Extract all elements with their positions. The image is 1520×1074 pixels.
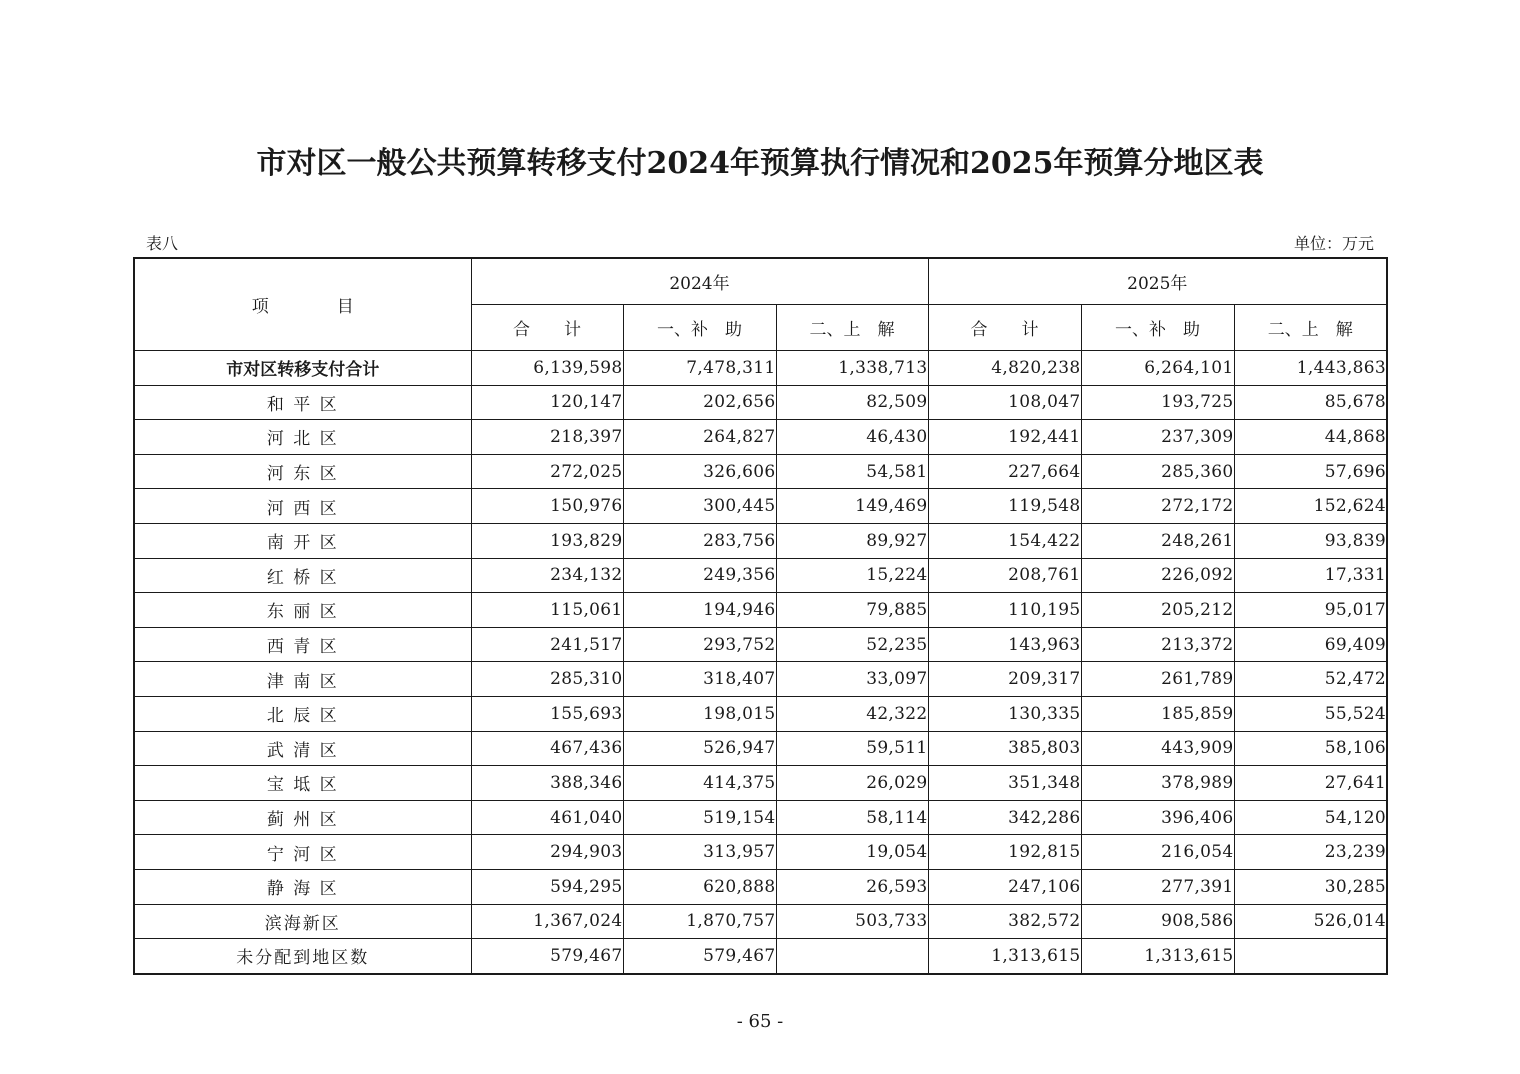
table-row (134, 523, 1387, 558)
budget-table (133, 257, 1388, 975)
header-2025-total: 合 计 (928, 305, 1081, 351)
row-value-cell: 93,839 (1234, 523, 1387, 558)
row-value-cell: 326,606 (623, 454, 776, 489)
row-value-cell: 58,114 (776, 800, 928, 835)
row-value-cell: 300,445 (623, 489, 776, 524)
row-region-name: 宁 河 区 (134, 835, 471, 870)
row-region-name: 河 北 区 (134, 420, 471, 455)
row-region-name: 静 海 区 (134, 869, 471, 904)
row-value-cell: 382,572 (928, 904, 1081, 939)
row-value-cell: 234,132 (471, 558, 623, 593)
row-value-cell: 15,224 (776, 558, 928, 593)
row-value-cell: 579,467 (471, 939, 623, 974)
row-region-name: 津 南 区 (134, 662, 471, 697)
row-value-cell: 594,295 (471, 869, 623, 904)
row-region-name: 未分配到地区数 (134, 939, 471, 974)
row-value-cell: 44,868 (1234, 420, 1387, 455)
row-value-cell: 152,624 (1234, 489, 1387, 524)
row-value-cell: 264,827 (623, 420, 776, 455)
row-value-cell: 42,322 (776, 696, 928, 731)
header-year-2024: 2024年 (471, 258, 928, 305)
table-row (134, 800, 1387, 835)
row-value-cell: 154,422 (928, 523, 1081, 558)
row-value-cell: 192,441 (928, 420, 1081, 455)
table-row (134, 731, 1387, 766)
row-value-cell: 1,313,615 (1081, 939, 1234, 974)
row-value-cell: 620,888 (623, 869, 776, 904)
table-row (134, 558, 1387, 593)
row-value-cell: 208,761 (928, 558, 1081, 593)
row-value-cell: 46,430 (776, 420, 928, 455)
row-value-cell: 23,239 (1234, 835, 1387, 870)
table-row (134, 420, 1387, 455)
row-value-cell: 202,656 (623, 385, 776, 420)
row-value-cell: 226,092 (1081, 558, 1234, 593)
row-value-cell: 79,885 (776, 593, 928, 628)
row-value-cell: 26,593 (776, 869, 928, 904)
row-value-cell: 285,310 (471, 662, 623, 697)
document-title: 市对区一般公共预算转移支付2024年预算执行情况和2025年预算分地区表 (256, 146, 1264, 181)
row-value-cell: 1,443,863 (1234, 351, 1387, 386)
row-value-cell: 115,061 (471, 593, 623, 628)
row-value-cell: 285,360 (1081, 454, 1234, 489)
row-value-cell: 461,040 (471, 800, 623, 835)
row-value-cell: 193,725 (1081, 385, 1234, 420)
row-value-cell: 1,338,713 (776, 351, 928, 386)
row-region-name: 南 开 区 (134, 523, 471, 558)
row-value-cell: 57,696 (1234, 454, 1387, 489)
row-value-cell: 69,409 (1234, 627, 1387, 662)
row-value-cell: 396,406 (1081, 800, 1234, 835)
row-region-name: 西 青 区 (134, 627, 471, 662)
row-value-cell: 82,509 (776, 385, 928, 420)
row-region-name: 市对区转移支付合计 (134, 351, 471, 386)
row-value-cell: 155,693 (471, 696, 623, 731)
row-value-cell: 294,903 (471, 835, 623, 870)
table-row (134, 385, 1387, 420)
row-value-cell: 150,976 (471, 489, 623, 524)
row-value-cell: 52,472 (1234, 662, 1387, 697)
row-region-name: 滨海新区 (134, 904, 471, 939)
row-value-cell: 30,285 (1234, 869, 1387, 904)
row-value-cell: 52,235 (776, 627, 928, 662)
row-value-cell: 342,286 (928, 800, 1081, 835)
row-value-cell: 378,989 (1081, 766, 1234, 801)
row-value-cell: 216,054 (1081, 835, 1234, 870)
table-row (134, 869, 1387, 904)
table-row (134, 766, 1387, 801)
table-label: 表八 (146, 234, 179, 253)
table-row (134, 351, 1387, 386)
row-value-cell: 110,195 (928, 593, 1081, 628)
row-value-cell: 388,346 (471, 766, 623, 801)
row-region-name: 河 东 区 (134, 454, 471, 489)
row-region-name: 北 辰 区 (134, 696, 471, 731)
row-value-cell: 55,524 (1234, 696, 1387, 731)
row-value-cell: 213,372 (1081, 627, 1234, 662)
row-value-cell: 414,375 (623, 766, 776, 801)
row-value-cell: 443,909 (1081, 731, 1234, 766)
row-value-cell: 526,947 (623, 731, 776, 766)
row-region-name: 和 平 区 (134, 385, 471, 420)
row-value-cell: 6,139,598 (471, 351, 623, 386)
row-value-cell: 1,870,757 (623, 904, 776, 939)
header-item: 项 目 (134, 258, 471, 351)
row-value-cell: 119,548 (928, 489, 1081, 524)
header-2024-subsidy: 一、补 助 (623, 305, 776, 351)
table-row (134, 904, 1387, 939)
header-2025-remit: 二、上 解 (1234, 305, 1387, 351)
row-region-name: 红 桥 区 (134, 558, 471, 593)
row-value-cell: 130,335 (928, 696, 1081, 731)
row-value-cell: 519,154 (623, 800, 776, 835)
table-row (134, 489, 1387, 524)
row-value-cell: 248,261 (1081, 523, 1234, 558)
header-2024-total: 合 计 (471, 305, 623, 351)
row-region-name: 蓟 州 区 (134, 800, 471, 835)
row-value-cell: 318,407 (623, 662, 776, 697)
row-value-cell: 205,212 (1081, 593, 1234, 628)
row-value-cell: 193,829 (471, 523, 623, 558)
row-value-cell: 192,815 (928, 835, 1081, 870)
row-value-cell: 4,820,238 (928, 351, 1081, 386)
row-value-cell: 237,309 (1081, 420, 1234, 455)
row-value-cell: 313,957 (623, 835, 776, 870)
header-year-2025: 2025年 (928, 258, 1387, 305)
row-value-cell: 54,581 (776, 454, 928, 489)
row-value-cell: 58,106 (1234, 731, 1387, 766)
row-value-cell: 194,946 (623, 593, 776, 628)
row-value-cell: 209,317 (928, 662, 1081, 697)
row-value-cell: 467,436 (471, 731, 623, 766)
row-value-cell: 908,586 (1081, 904, 1234, 939)
row-value-cell: 89,927 (776, 523, 928, 558)
row-value-cell: 108,047 (928, 385, 1081, 420)
row-value-cell: 277,391 (1081, 869, 1234, 904)
row-value-cell: 261,789 (1081, 662, 1234, 697)
row-value-cell: 17,331 (1234, 558, 1387, 593)
header-2024-remit: 二、上 解 (776, 305, 928, 351)
row-value-cell: 241,517 (471, 627, 623, 662)
row-value-cell: 249,356 (623, 558, 776, 593)
table-row (134, 593, 1387, 628)
row-value-cell: 198,015 (623, 696, 776, 731)
row-value-cell (1234, 939, 1387, 974)
row-region-name: 东 丽 区 (134, 593, 471, 628)
row-value-cell: 120,147 (471, 385, 623, 420)
table-row (134, 835, 1387, 870)
row-value-cell: 54,120 (1234, 800, 1387, 835)
row-region-name: 河 西 区 (134, 489, 471, 524)
row-value-cell: 95,017 (1234, 593, 1387, 628)
row-value-cell: 283,756 (623, 523, 776, 558)
row-value-cell: 218,397 (471, 420, 623, 455)
row-value-cell: 351,348 (928, 766, 1081, 801)
row-value-cell: 579,467 (623, 939, 776, 974)
row-value-cell: 143,963 (928, 627, 1081, 662)
row-value-cell: 27,641 (1234, 766, 1387, 801)
row-value-cell: 85,678 (1234, 385, 1387, 420)
header-2025-subsidy: 一、补 助 (1081, 305, 1234, 351)
page-number: - 65 - (736, 1011, 784, 1032)
row-value-cell: 227,664 (928, 454, 1081, 489)
row-value-cell: 185,859 (1081, 696, 1234, 731)
table-row (134, 454, 1387, 489)
row-value-cell: 503,733 (776, 904, 928, 939)
row-value-cell: 272,025 (471, 454, 623, 489)
row-value-cell: 33,097 (776, 662, 928, 697)
row-region-name: 宝 坻 区 (134, 766, 471, 801)
row-value-cell: 526,014 (1234, 904, 1387, 939)
row-value-cell: 247,106 (928, 869, 1081, 904)
row-value-cell (776, 939, 928, 974)
table-row (134, 662, 1387, 697)
row-value-cell: 293,752 (623, 627, 776, 662)
row-region-name: 武 清 区 (134, 731, 471, 766)
row-value-cell: 59,511 (776, 731, 928, 766)
table-row (134, 627, 1387, 662)
row-value-cell: 272,172 (1081, 489, 1234, 524)
table-row (134, 696, 1387, 731)
row-value-cell: 385,803 (928, 731, 1081, 766)
table-row (134, 939, 1387, 974)
row-value-cell: 19,054 (776, 835, 928, 870)
row-value-cell: 149,469 (776, 489, 928, 524)
unit-label: 单位：万元 (1293, 234, 1374, 253)
row-value-cell: 1,367,024 (471, 904, 623, 939)
row-value-cell: 26,029 (776, 766, 928, 801)
row-value-cell: 7,478,311 (623, 351, 776, 386)
row-value-cell: 6,264,101 (1081, 351, 1234, 386)
row-value-cell: 1,313,615 (928, 939, 1081, 974)
table-body (134, 351, 1387, 974)
